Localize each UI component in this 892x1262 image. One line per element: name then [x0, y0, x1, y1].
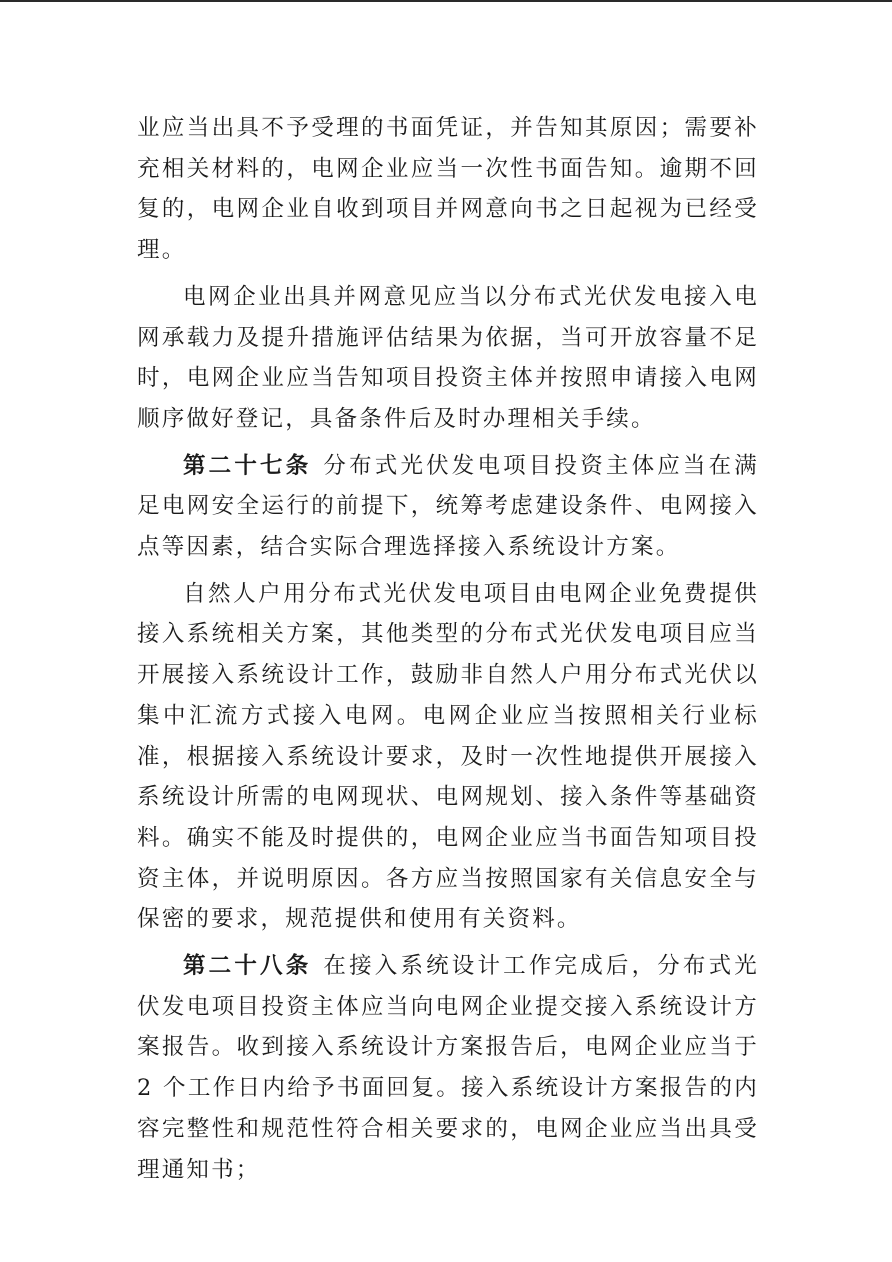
article-27-heading: 第二十七条	[183, 452, 312, 479]
document-body	[137, 108, 759, 1190]
paragraph-text: 自然人户用分布式光伏发电项目由电网企业免费提供接入系统相关方案，其他类型的分布式光伏发电项目应当开展接入系统设计工作，鼓励非自然人户用分布式光伏以集中汇流方式接入电网。电网企业应当按照相关行业标准，根据接入系统设计要求，及时一次性地提供开展接入系统设计所需的电网现状、电网规划、接入条件等基础资料。确实不能及时提供的，电网企业应当书面告知项目投资主体，并说明原因。各方应当按照国家有关信息安全与保密的要求，规范提供和使用有关资料。	[137, 580, 759, 933]
paragraph-text: 在接入系统设计工作完成后，分布式光伏发电项目投资主体应当向电网企业提交接入系统设计方案报告。收到接入系统设计方案报告后，电网企业应当于 2 个工作日内给予书面回复。接入系统设计方案报告的内容完整性和规范性符合相关要求的，电网企业应当出具受理通知书；	[137, 953, 759, 1183]
paragraph-continuation	[137, 108, 759, 271]
top-rule	[0, 0, 892, 2]
article-27-paragraph	[137, 446, 759, 568]
paragraph-text: 分布式光伏发电项目投资主体应当在满足电网安全运行的前提下，统筹考虑建设条件、电网接入点等因素，结合实际合理选择接入系统设计方案。	[137, 452, 759, 561]
paragraph-household-pv	[137, 574, 759, 940]
article-28-heading: 第二十八条	[183, 953, 312, 980]
paragraph-text: 电网企业出具并网意见应当以分布式光伏发电接入电网承载力及提升措施评估结果为依据，当可开放容量不足时，电网企业应当告知项目投资主体并按照申请接入电网顺序做好登记，具备条件后及时办理相关手续。	[137, 283, 759, 432]
article-28-paragraph	[137, 946, 759, 1190]
paragraph-text: 业应当出具不予受理的书面凭证，并告知其原因；需要补充相关材料的，电网企业应当一次性书面告知。逾期不回复的，电网企业自收到项目并网意向书之日起视为已经受理。	[137, 115, 759, 264]
paragraph-grid-opinion	[137, 277, 759, 440]
